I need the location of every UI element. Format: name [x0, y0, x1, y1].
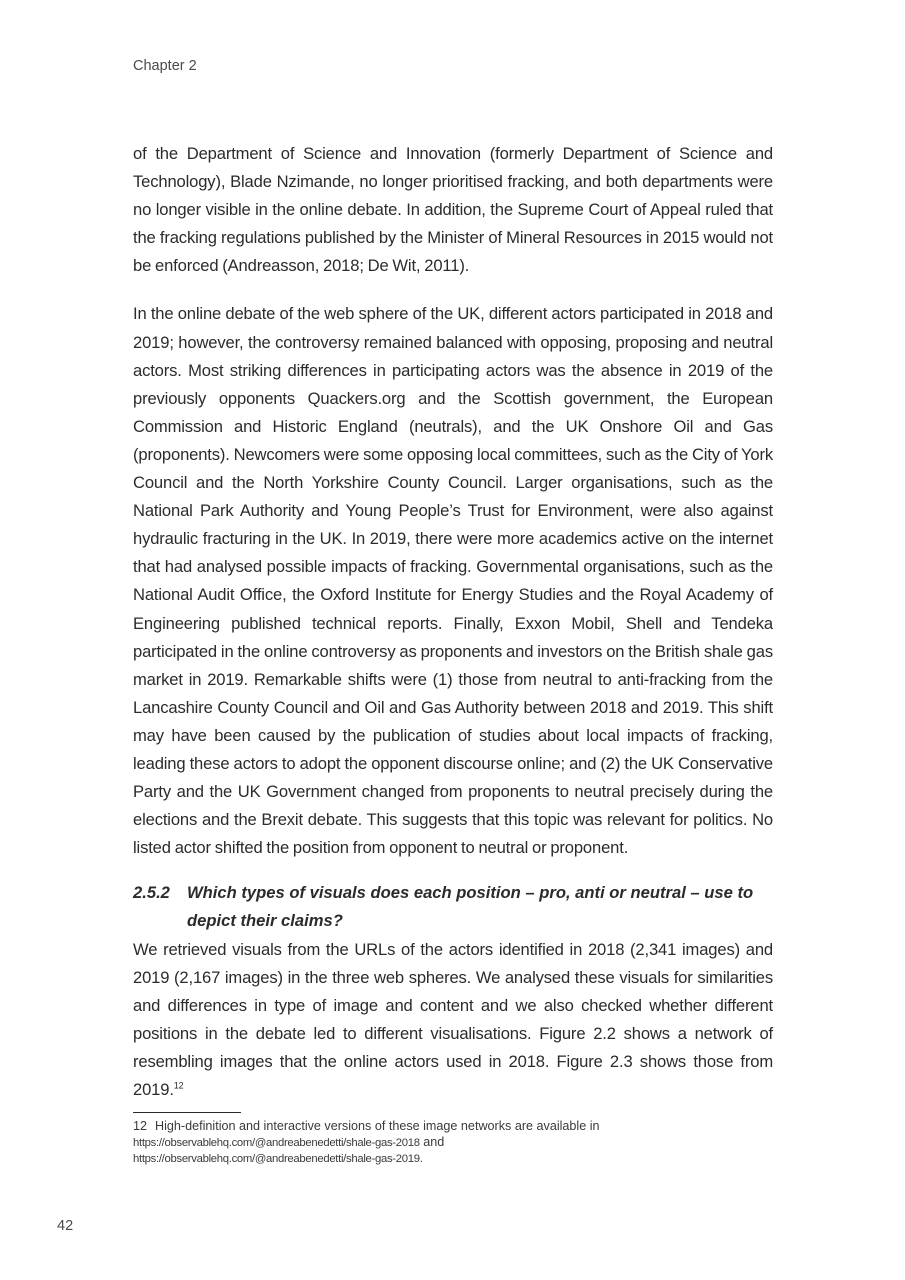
footnote-link-2018[interactable]: https://observablehq.com/@andreabenedetti/shale-gas-2018 — [133, 1137, 420, 1150]
body-paragraph-3-text: We retrieved visuals from the URLs of the actors identified in 2018 (2,341 images) and 2019 (2,167 images) in the three web spheres. We analysed these visuals for similarities and differences in type of image and content and we also checked whether different positions in the debate led to different visualisations. Figure 2.2 shows a network of resembling images that the online actors used in 2018. Figure 2.3 shows those from 2019. — [133, 939, 773, 1099]
section-heading — [133, 879, 773, 935]
paragraph-gap — [133, 280, 773, 300]
footnote-number: 12 — [133, 1119, 148, 1134]
footnote-link-2019[interactable]: https://observablehq.com/@andreabenedetti/shale-gas-2019. — [133, 1153, 423, 1166]
footnote-url-line-2018 — [133, 1134, 773, 1151]
body-paragraph-3 — [133, 936, 773, 1105]
footnote — [133, 1118, 773, 1167]
section-title: Which types of visuals does each position – pro, anti or neutral – use to depict their claims? — [187, 883, 754, 931]
body-paragraph-1: of the Department of Science and Innovation (formerly Department of Science and Technology), Blade Nzimande, no longer prioritised fracking, and both departments were no longer visible in the online debate. In addition, the Supreme Court of Appeal ruled that the fracking regulations published by the Minister of Mineral Resources in 2015 would not be enforced (Andreasson, 2018; De Wit, 2011). — [133, 144, 773, 276]
body-paragraph-2: In the online debate of the web sphere of the UK, different actors participated in 2018 and 2019; however, the controversy remained balanced with opposing, proposing and neutral actors. Most striking differences in participating actors was the absence in 2019 of the previously opponents Quackers.org and the Scottish government, the European Commission and Historic England (neutrals), and the UK Onshore Oil and Gas (proponents). Newcomers were some opposing local committees, such as the City of York Council and the North Yorkshire County Council. Larger organisations, such as the National Park Authority and Young People’s Trust for Environment, were also against hydraulic fracturing in the UK. In 2019, there were more academics active on the internet that had analysed possible impacts of fracking. Governmental organisations, such as the National Audit Office, the Oxford Institute for Energy Studies and the Royal Academy of Engineering published technical reports. Finally, Exxon Mobil, Shell and Tendeka participated in the online controversy as proponents and investors on the British shale gas market in 2019. Remarkable shifts were (1) those from neutral to anti-fracking from the Lancashire County Council and Oil and Gas Authority between 2018 and 2019. This shift may have been caused by the publication of studies about local impacts of fracking, leading these actors to adopt the opponent discourse online; and (2) the UK Conservative Party and the UK Government changed from proponents to neutral precisely during the elections and the Brexit debate. This suggests that this topic was relevant for politics. No listed actor shifted the position from opponent to neutral or proponent. — [133, 304, 773, 858]
main-text — [133, 140, 773, 1167]
page-number: 42 — [57, 1218, 74, 1234]
footnote-connector: and — [423, 1135, 445, 1150]
running-head-chapter: Chapter 2 — [133, 58, 197, 74]
footnote-reference[interactable]: 12 — [173, 1080, 184, 1091]
section-number: 2.5.2 — [133, 883, 170, 903]
footnote-text: High-definition and interactive versions of these image networks are available in — [155, 1119, 600, 1134]
footnote-separator — [133, 1112, 241, 1113]
